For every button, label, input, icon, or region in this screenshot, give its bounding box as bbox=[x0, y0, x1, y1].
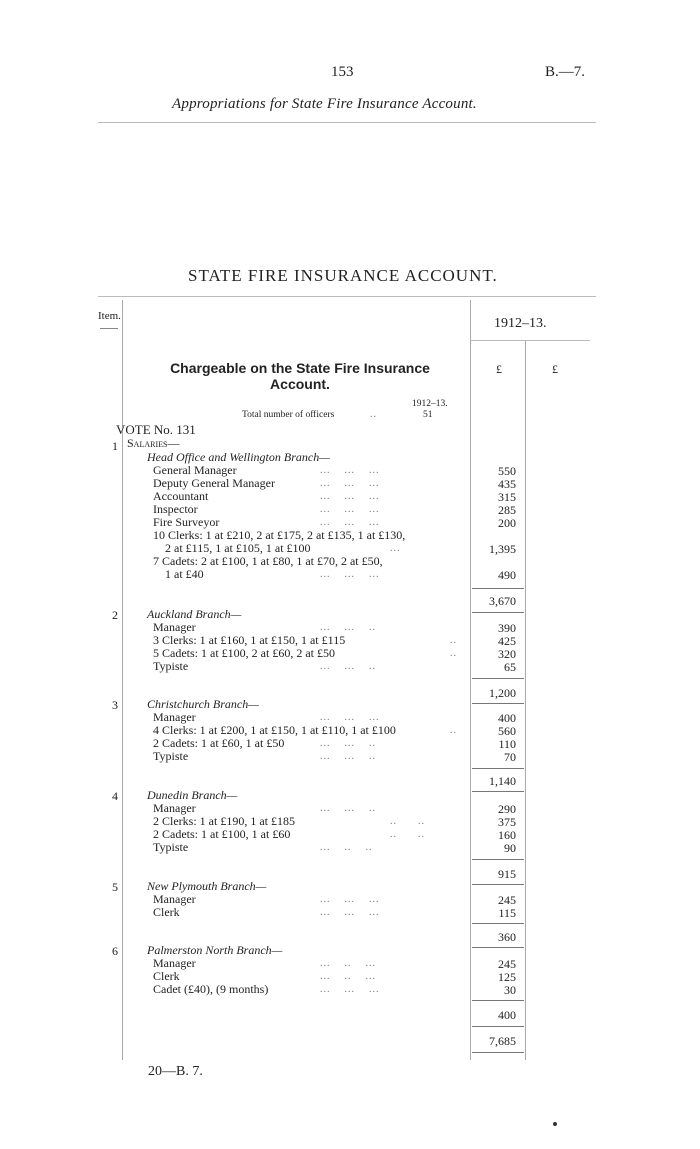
vote-number: VOTE No. 131 bbox=[116, 422, 196, 437]
leader-dots: ... ... .. bbox=[320, 751, 376, 762]
branch-heading: Palmerston North Branch— bbox=[147, 943, 283, 957]
main-title: STATE FIRE INSURANCE ACCOUNT. bbox=[188, 266, 498, 285]
subtotal-rule bbox=[472, 678, 524, 679]
total-rule bbox=[472, 612, 524, 613]
row-label: Inspector bbox=[153, 502, 198, 516]
row-label: 2 Clerks: 1 at £190, 1 at £185 bbox=[153, 814, 295, 828]
header-rule bbox=[98, 122, 596, 123]
total-column-divider bbox=[525, 340, 526, 1060]
row-amount: 285 bbox=[498, 503, 516, 517]
subtotal-rule bbox=[472, 923, 524, 924]
leader-dots: ... ... .. bbox=[320, 622, 376, 633]
item-number: 2 bbox=[112, 608, 118, 622]
title-rule bbox=[98, 296, 596, 297]
grand-total-rule bbox=[472, 1052, 524, 1053]
row-label: 5 Cadets: 1 at £100, 2 at £60, 2 at £50 bbox=[153, 646, 335, 660]
leader-dots: ... .. .. bbox=[320, 842, 373, 853]
subtotal-rule bbox=[472, 1000, 524, 1001]
item-total: 400 bbox=[498, 1008, 516, 1022]
item-column-divider bbox=[122, 300, 123, 1060]
row-amount: 90 bbox=[504, 841, 516, 855]
branch-heading: New Plymouth Branch— bbox=[147, 879, 267, 893]
leader-dots: .. .. bbox=[390, 816, 425, 827]
row-amount: 65 bbox=[504, 660, 516, 674]
row-label: 2 Cadets: 1 at £100, 1 at £60 bbox=[153, 827, 291, 841]
leader-dots: ... ... ... bbox=[320, 712, 380, 723]
total-rule bbox=[472, 947, 524, 948]
leader-dots: .. bbox=[450, 635, 457, 646]
item-total: 915 bbox=[498, 867, 516, 881]
leader-dots: ... bbox=[390, 543, 401, 554]
row-amount: 400 bbox=[498, 711, 516, 725]
row-label: Typiste bbox=[153, 659, 189, 673]
row-amount: 1,395 bbox=[489, 542, 516, 556]
leader-dots: ... ... ... bbox=[320, 478, 380, 489]
row-label: Cadet (£40), (9 months) bbox=[153, 982, 269, 996]
row-amount: 490 bbox=[498, 568, 516, 582]
row-amount: 245 bbox=[498, 893, 516, 907]
branch-heading: Dunedin Branch— bbox=[147, 788, 238, 802]
footer-reference: 20—B. 7. bbox=[148, 1064, 203, 1079]
leader-dots: ... ... ... bbox=[320, 907, 380, 918]
leader-dots: ... .. ... bbox=[320, 971, 376, 982]
item-number: 5 bbox=[112, 880, 118, 894]
row-label: Manager bbox=[153, 956, 196, 970]
page-number: 153 bbox=[331, 64, 354, 80]
row-label: Accountant bbox=[153, 489, 209, 503]
row-label: Manager bbox=[153, 892, 196, 906]
row-label: 4 Clerks: 1 at £200, 1 at £150, 1 at £110, 1 at £100 bbox=[153, 723, 396, 737]
row-label: Manager bbox=[153, 710, 196, 724]
leader-dots: ... ... ... bbox=[320, 465, 380, 476]
total-rule bbox=[472, 884, 524, 885]
officers-label: Total number of officers bbox=[242, 410, 335, 420]
row-amount: 245 bbox=[498, 957, 516, 971]
salaries-heading: Salaries— bbox=[127, 436, 180, 450]
row-amount: 110 bbox=[498, 737, 516, 751]
row-amount: 125 bbox=[498, 970, 516, 984]
row-label: 3 Clerks: 1 at £160, 1 at £150, 1 at £115 bbox=[153, 633, 346, 647]
chargeable-line-1: Chargeable on the State Fire Insurance bbox=[170, 360, 430, 376]
pound-header-2: £ bbox=[552, 362, 558, 376]
year-column-header: 1912–13. bbox=[494, 316, 547, 331]
row-label: 2 Cadets: 1 at £60, 1 at £50 bbox=[153, 736, 285, 750]
leader-dots: ... ... ... bbox=[320, 491, 380, 502]
item-number: 6 bbox=[112, 944, 118, 958]
row-amount: 290 bbox=[498, 802, 516, 816]
leader-dots: ... ... .. bbox=[320, 661, 376, 672]
row-label: General Manager bbox=[153, 463, 237, 477]
row-amount: 560 bbox=[498, 724, 516, 738]
row-label: Deputy General Manager bbox=[153, 476, 275, 490]
row-label: Clerk bbox=[153, 969, 180, 983]
document-reference: B.—7. bbox=[545, 64, 586, 80]
row-amount: 375 bbox=[498, 815, 516, 829]
row-label: Clerk bbox=[153, 905, 180, 919]
chargeable-heading bbox=[140, 360, 460, 392]
row-amount: 200 bbox=[498, 516, 516, 530]
total-rule bbox=[472, 791, 524, 792]
branch-heading: Christchurch Branch— bbox=[147, 697, 259, 711]
leader-dots: .. bbox=[450, 725, 457, 736]
chargeable-line-2: Account. bbox=[270, 376, 330, 392]
row-amount: 320 bbox=[498, 647, 516, 661]
grand-total: 7,685 bbox=[489, 1034, 516, 1048]
subtotal-rule bbox=[472, 588, 524, 589]
row-amount: 550 bbox=[498, 464, 516, 478]
page-title: Appropriations for State Fire Insurance Account. bbox=[172, 96, 477, 112]
leader-dots: ... ... ... bbox=[320, 569, 380, 580]
leader-dots: .. .. bbox=[390, 829, 425, 840]
leader-dots: ... ... .. bbox=[320, 803, 376, 814]
branch-heading: Auckland Branch— bbox=[147, 607, 242, 621]
row-label: 7 Cadets: 2 at £100, 1 at £80, 1 at £70, 2 at £50, bbox=[153, 554, 383, 568]
row-amount: 30 bbox=[504, 983, 516, 997]
ink-speck bbox=[553, 1122, 557, 1126]
item-total: 360 bbox=[498, 930, 516, 944]
pound-header-1: £ bbox=[496, 362, 502, 376]
row-label: Fire Surveyor bbox=[153, 515, 220, 529]
leader-dots: .. bbox=[450, 648, 457, 659]
row-label-continued: 2 at £115, 1 at £105, 1 at £100 bbox=[165, 541, 311, 555]
row-label-continued: 1 at £40 bbox=[165, 567, 204, 581]
subtotal-rule bbox=[472, 859, 524, 860]
row-label: Typiste bbox=[153, 840, 189, 854]
leader-dots: ... .. ... bbox=[320, 958, 376, 969]
officers-year: 1912–13. bbox=[412, 399, 448, 409]
item-total: 1,200 bbox=[489, 686, 516, 700]
item-number: 3 bbox=[112, 698, 118, 712]
item-total: 3,670 bbox=[489, 594, 516, 608]
row-amount: 435 bbox=[498, 477, 516, 491]
item-number: 1 bbox=[112, 439, 118, 453]
leader-dots: ... ... ... bbox=[320, 504, 380, 515]
leader-dots: ... ... ... bbox=[320, 984, 380, 995]
total-rule bbox=[472, 703, 524, 704]
total-rule bbox=[472, 1026, 524, 1027]
year-header-rule bbox=[470, 340, 590, 341]
item-column-header: Item. bbox=[98, 310, 121, 322]
leader-dots: ... ... .. bbox=[320, 738, 376, 749]
amount-column-divider bbox=[470, 300, 471, 1060]
row-amount: 390 bbox=[498, 621, 516, 635]
item-header-underline bbox=[100, 328, 118, 329]
item-number: 4 bbox=[112, 789, 118, 803]
leader-dots: .. bbox=[370, 409, 377, 420]
leader-dots: ... ... ... bbox=[320, 517, 380, 528]
officers-count: 51 bbox=[423, 410, 433, 420]
row-amount: 425 bbox=[498, 634, 516, 648]
row-label: Manager bbox=[153, 620, 196, 634]
row-label: 10 Clerks: 1 at £210, 2 at £175, 2 at £135, 1 at £130, bbox=[153, 528, 406, 542]
row-amount: 160 bbox=[498, 828, 516, 842]
row-amount: 315 bbox=[498, 490, 516, 504]
row-amount: 115 bbox=[498, 906, 516, 920]
row-label: Manager bbox=[153, 801, 196, 815]
branch-heading: Head Office and Wellington Branch— bbox=[147, 450, 330, 464]
item-total: 1,140 bbox=[489, 774, 516, 788]
row-amount: 70 bbox=[504, 750, 516, 764]
subtotal-rule bbox=[472, 768, 524, 769]
row-label: Typiste bbox=[153, 749, 189, 763]
leader-dots: ... ... ... bbox=[320, 894, 380, 905]
